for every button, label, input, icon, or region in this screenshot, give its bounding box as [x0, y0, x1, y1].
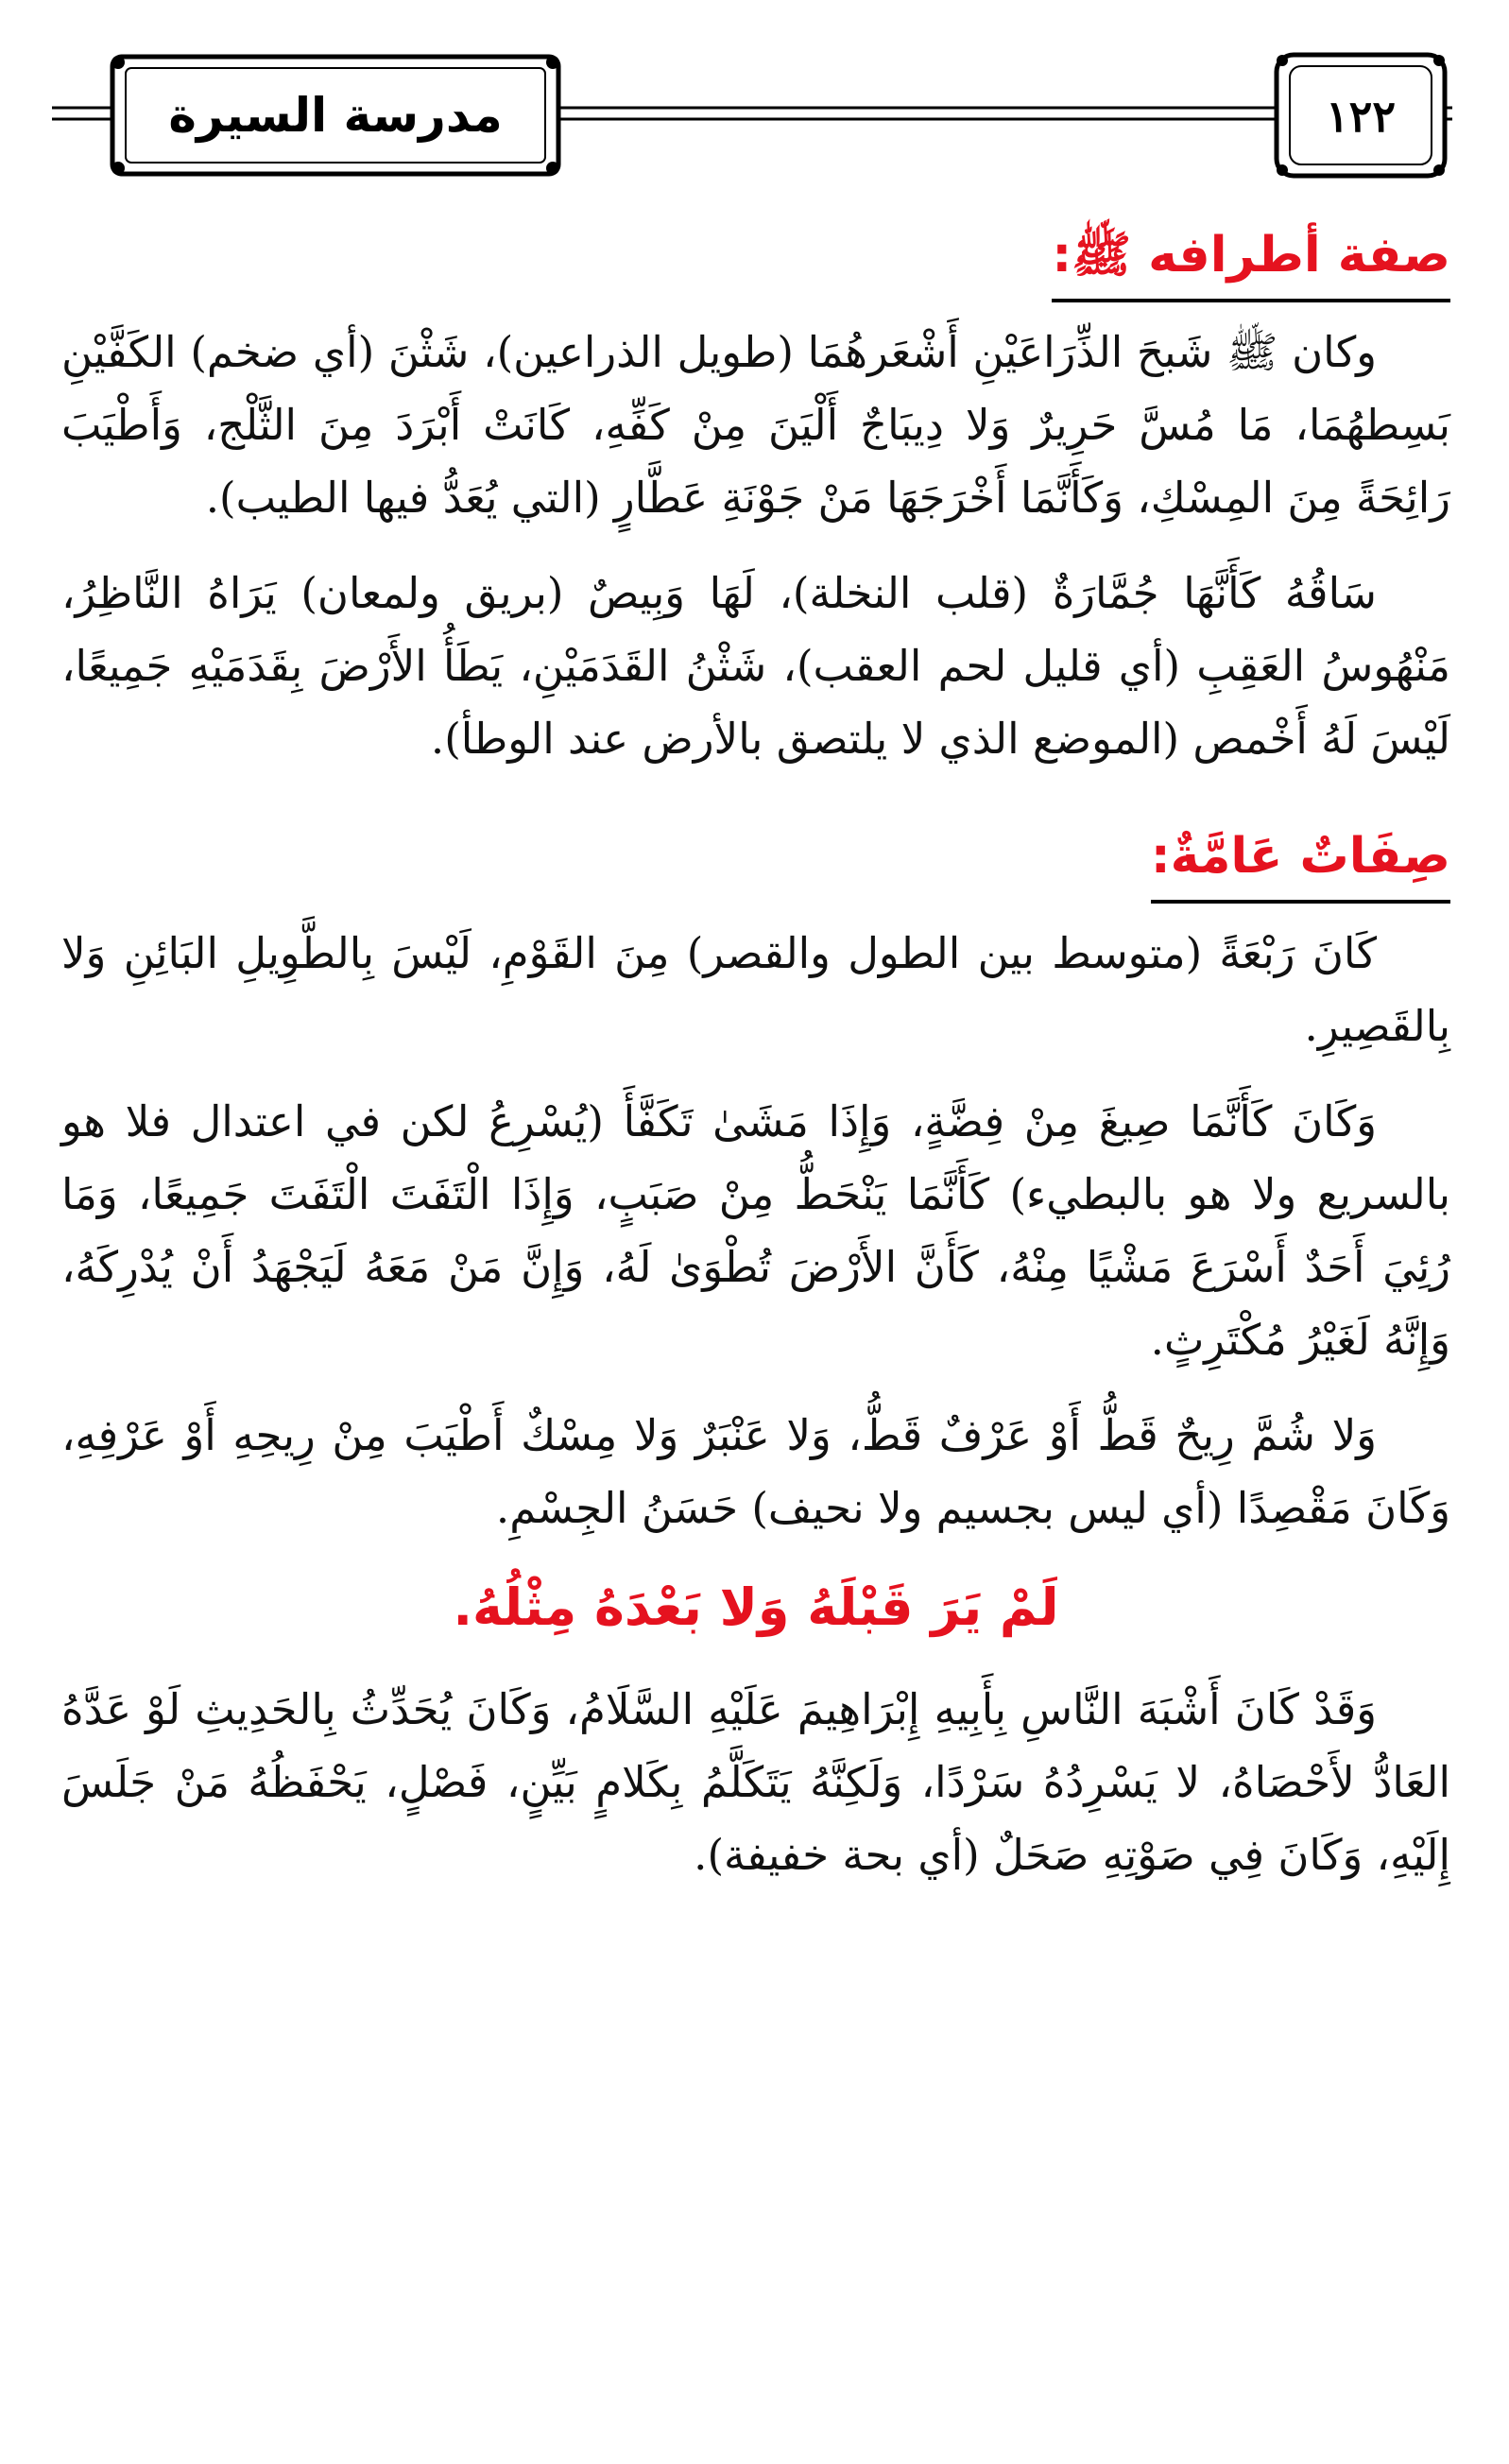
book-title: مدرسة السيرة [168, 88, 503, 143]
paragraph: وَلا شُمَّ رِيحٌ قَطُّ أَوْ عَرْفٌ قَطُّ، وَلا عَنْبَرٌ وَلا مِسْكٌ أَطْيَبَ مِنْ رِيحِهِ أَوْ عَرْفِهِ، وَكَانَ مَقْصِدًا (أي ليس بجسيم ولا نحيف) حَسَنُ الجِسْمِ. [61, 1410, 1450, 1533]
page-number: ١٢٢ [1325, 91, 1397, 142]
paragraph: كَانَ رَبْعَةً (متوسط بين الطول والقصر) مِنَ القَوْمِ، لَيْسَ بِالطَّوِيلِ البَائِنِ وَلا بِالقَصِيرِ. [61, 928, 1450, 1051]
section-heading [61, 818, 1450, 904]
spacer [61, 798, 1450, 818]
paragraph: وَقَدْ كَانَ أَشْبَهَ النَّاسِ بِأَبِيهِ إِبْرَاهِيمَ عَلَيْهِ السَّلَامُ، وَكَانَ يُحَدِّثُ بِالحَدِيثِ لَوْ عَدَّهُ العَادُّ لأَحْصَاهُ، لا يَسْرِدُهُ سَرْدًا، وَلَكِنَّهُ يَتَكَلَّمُ بِكَلامٍ بَيِّنٍ، فَصْلٍ، يَحْفَظُهُ مَنْ جَلَسَ إِلَيْهِ، وَكَانَ فِي صَوْتِهِ صَحَلٌ (أي بحة خفيفة). [61, 1684, 1450, 1880]
centered-heading: لَمْ يَرَ قَبْلَهُ وَلا بَعْدَهُ مِثْلُهُ. [453, 1577, 1059, 1637]
page-content [61, 217, 1450, 1914]
page-header [52, 45, 1452, 187]
paragraph: سَاقُهُ كَأَنَّهَا جُمَّارَةٌ (قلب النخلة)، لَهَا وَبِيصٌ (بريق ولمعان) يَرَاهُ النَّاظِرُ، مَنْهُوسُ العَقِبِ (أي قليل لحم العقب)، شَثْنُ القَدَمَيْنِ، يَطَأُ الأَرْضَ بِقَدَمَيْهِ جَمِيعًا، لَيْسَ لَهُ أَخْمص (الموضع الذي لا يلتصق بالأرض عند الوطأ). [61, 568, 1450, 764]
section-general-traits [61, 818, 1450, 1544]
section-heading-text: صِفَاتٌ عَامَّةٌ: [1151, 818, 1450, 904]
section-limbs [61, 217, 1450, 775]
paragraph: وكان ﷺ شَبحَ الذِّرَاعَيْنِ أَشْعَرهُمَا (طويل الذراعين)، شَثْنَ (أي ضخم) الكَفَّيْنِ بَسِطهُمَا، مَا مُسَّ حَرِيرٌ وَلا دِيبَاجٌ أَلْيَنَ مِنْ كَفِّهِ، كَانَتْ أَبْرَدَ مِنَ الثَّلْج، وَأَطْيَبَ رَائِحَةً مِنَ المِسْكِ، وَكَأَنَّمَا أَخْرَجَهَا مَنْ جَوْنَةِ عَطَّارٍ (التي يُعَدُّ فيها الطيب). [61, 327, 1450, 523]
section-heading-text: صفة أطرافه ﷺ: [1052, 217, 1450, 302]
paragraph: وَكَانَ كَأَنَّمَا صِيغَ مِنْ فِضَّةٍ، وَإِذَا مَشَىٰ تَكَفَّأَ (يُسْرِعُ لكن في اعتدال فلا هو بالسريع ولا هو بالبطيء) كَأَنَّمَا يَنْحَطُّ مِنْ صَبَبٍ، وَإِذَا الْتَفَتَ الْتَفَتَ جَمِيعًا، وَمَا رُئِيَ أَحَدٌ أَسْرَعَ مَشْيًا مِنْهُ، كَأَنَّ الأَرْضَ تُطْوَىٰ لَهُ، وَإِنَّ مَنْ مَعَهُ لَيَجْهَدُ أَنْ يُدْرِكَهُ، وَإِنَّهُ لَغَيْرُ مُكْتَرِثٍ. [61, 1096, 1450, 1365]
section-none-like-him [61, 1567, 1450, 1891]
section-heading [61, 217, 1450, 302]
